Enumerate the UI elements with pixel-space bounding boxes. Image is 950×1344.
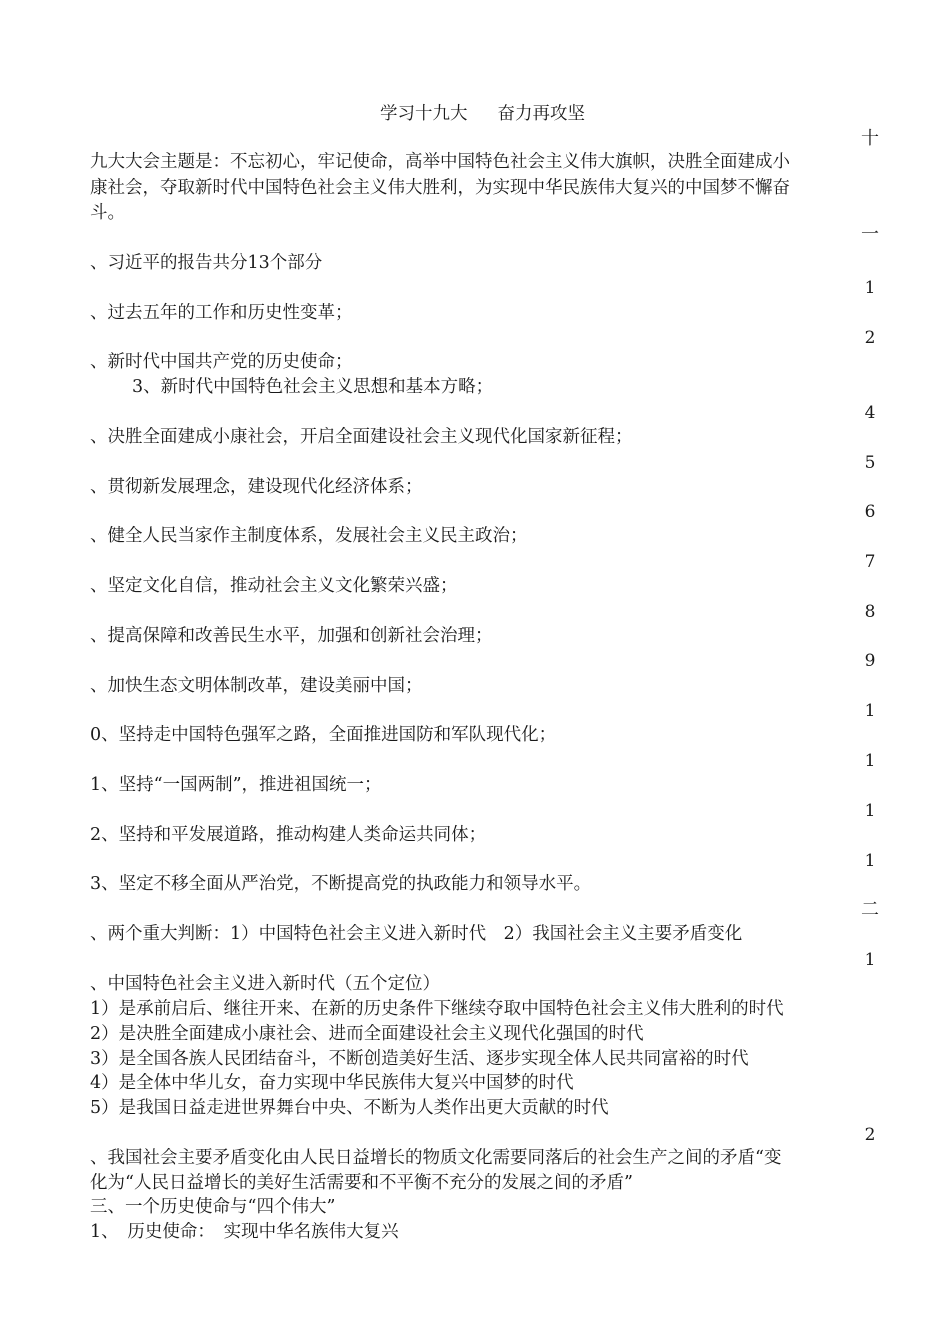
- list-item: 1）是承前启后、继往开来、在新的历史条件下继续夺取中国特色社会主义伟大胜利的时代: [90, 999, 784, 1019]
- list-item: 3、坚定不移全面从严治党，不断提高党的执政能力和领导水平。: [90, 874, 592, 894]
- margin-number: 1: [864, 701, 876, 721]
- margin-number: 2: [864, 328, 876, 348]
- list-item: 1、坚持“一国两制”，推进祖国统一；: [90, 775, 382, 795]
- list-item: 、加快生态文明体制改革，建设美丽中国；: [90, 676, 423, 696]
- page-title: [380, 102, 585, 126]
- margin-number: 1: [864, 851, 876, 871]
- margin-number: 二: [861, 899, 879, 920]
- list-item: 、贯彻新发展理念，建设现代化经济体系；: [90, 477, 423, 497]
- list-item: 0、坚持走中国特色强军之路，全面推进国防和军队现代化；: [90, 725, 557, 745]
- list-item: 、过去五年的工作和历史性变革；: [90, 303, 353, 323]
- section-heading: 三、一个历史使命与“四个伟大”: [90, 1197, 336, 1217]
- margin-number: 1: [864, 801, 876, 821]
- margin-number: 一: [861, 224, 879, 245]
- margin-number: 1: [864, 278, 876, 298]
- margin-number: 1: [864, 751, 876, 771]
- list-item: 、习近平的报告共分13个部分: [90, 253, 323, 273]
- margin-number: 4: [864, 403, 876, 423]
- title-part-1: 学习十九大: [380, 104, 468, 124]
- margin-number: 十: [861, 128, 879, 149]
- body-line: 化为“人民日益增长的美好生活需要和不平衡不充分的发展之间的矛盾”: [90, 1173, 633, 1193]
- section-line: 、中国特色社会主义进入新时代（五个定位）: [90, 974, 440, 994]
- list-item: 、提高保障和改善民生水平，加强和创新社会治理；: [90, 626, 493, 646]
- list-item: 2、坚持和平发展道路，推动构建人类命运共同体；: [90, 825, 487, 845]
- margin-number: 8: [864, 602, 876, 622]
- margin-number: 7: [864, 552, 876, 572]
- margin-number: 5: [864, 453, 876, 473]
- list-item: 3、新时代中国特色社会主义思想和基本方略；: [132, 377, 494, 397]
- list-item: 、健全人民当家作主制度体系，发展社会主义民主政治；: [90, 526, 528, 546]
- list-item: 1、 历史使命： 实现中华名族伟大复兴: [90, 1222, 399, 1242]
- margin-number: 6: [864, 502, 876, 522]
- margin-number: 1: [864, 950, 876, 970]
- list-item: 5）是我国日益走进世界舞台中央、不断为人类作出更大贡献的时代: [90, 1098, 609, 1118]
- list-item: 、新时代中国共产党的历史使命；: [90, 352, 353, 372]
- list-item: 、坚定文化自信，推动社会主义文化繁荣兴盛；: [90, 576, 458, 596]
- body-line: 九大大会主题是：不忘初心，牢记使命，高举中国特色社会主义伟大旗帜，决胜全面建成小: [90, 152, 790, 172]
- margin-number: 9: [864, 651, 876, 671]
- margin-number: 2: [864, 1125, 876, 1145]
- list-item: 4）是全体中华儿女，奋力实现中华民族伟大复兴中国梦的时代: [90, 1073, 574, 1093]
- body-line: 、我国社会主要矛盾变化由人民日益增长的物质文化需要同落后的社会生产之间的矛盾“变: [90, 1148, 782, 1168]
- list-item: 3）是全国各族人民团结奋斗，不断创造美好生活、逐步实现全体人民共同富裕的时代: [90, 1049, 749, 1069]
- body-line: 康社会，夺取新时代中国特色社会主义伟大胜利，为实现中华民族伟大复兴的中国梦不懈奋: [90, 178, 790, 198]
- title-part-2: 奋力再攻坚: [497, 104, 585, 124]
- section-line: 、两个重大判断：1）中国特色社会主义进入新时代 2）我国社会主义主要矛盾变化: [90, 924, 743, 944]
- list-item: 2）是决胜全面建成小康社会、进而全面建设社会主义现代化强国的时代: [90, 1024, 644, 1044]
- body-line: 斗。: [90, 203, 125, 223]
- list-item: 、决胜全面建成小康社会，开启全面建设社会主义现代化国家新征程；: [90, 427, 633, 447]
